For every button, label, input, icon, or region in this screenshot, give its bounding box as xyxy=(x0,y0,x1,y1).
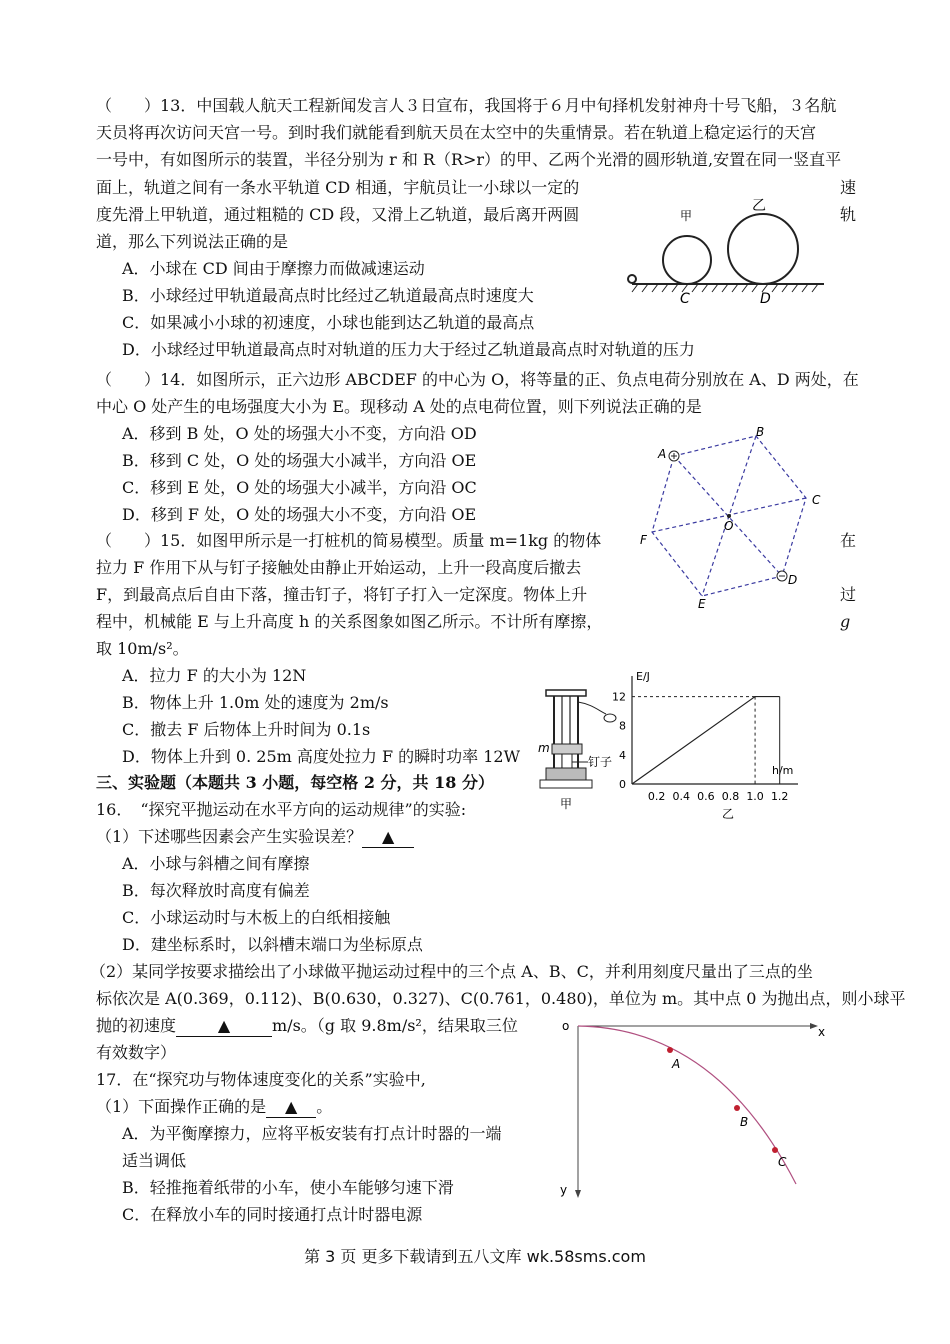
q13-line-4: 面上，轨道之间有一条水平轨道 CD 相通，宇航员让一小球以一定的 xyxy=(96,178,580,197)
q14-option-c: C．移到 E 处，O 处的场强大小减半，方向沿 OC xyxy=(122,478,477,497)
x-tick-label-2: 0.6 xyxy=(697,790,715,803)
pile-mass-label: m xyxy=(538,741,550,755)
q15-line-4: 程中，机械能 E 与上升高度 h 的关系图象如图乙所示。不计所有摩擦， xyxy=(96,612,603,631)
pile-caption: 甲 xyxy=(560,797,573,811)
q16-option-c: C．小球运动时与木板上的白纸相接触 xyxy=(122,908,391,927)
x-tick-label-1: 0.4 xyxy=(672,790,690,803)
q16-part-2-post: m/s。（g 取 9.8m/s²，结果取三位 xyxy=(272,1016,518,1035)
y-tick-label-1: 4 xyxy=(619,748,626,762)
y-tick-label-2: 8 xyxy=(619,719,626,733)
q17-option-a-line-2: 适当调低 xyxy=(122,1151,187,1170)
q17-option-b: B．轻推拖着纸带的小车，使小车能够匀速下滑 xyxy=(122,1178,454,1197)
q17-part-1-end: 。 xyxy=(316,1097,333,1116)
traj-x-label: x xyxy=(818,1025,826,1039)
traj-c-label: C xyxy=(778,1155,787,1169)
q13-line-5-end: 轨 xyxy=(840,205,857,224)
q16-answer-blank-1[interactable]: ▲ xyxy=(362,827,414,848)
x-tick-label-0: 0.2 xyxy=(647,790,666,803)
q13-line-6: 道，那么下列说法正确的是 xyxy=(96,232,289,251)
q16-answer-blank-2[interactable]: ▲ xyxy=(176,1016,272,1037)
q16-option-d: D．建坐标系时，以斜槽末端口为坐标原点 xyxy=(122,935,423,954)
traj-y-label: y xyxy=(560,1183,568,1197)
q17-option-c: C．在释放小车的同时接通打点计时器电源 xyxy=(122,1205,423,1224)
q16-part-1-text: （1）下述哪些因素会产生实验误差？ xyxy=(96,827,363,846)
q13-line-1: （ ）13．中国载人航天工程新闻发言人３日宣布，我国将于６月中旬择机发射神舟十号飞船，３名航 xyxy=(96,96,837,115)
q15-line-3: F，到最高点后自由下落，撞击钉子，将钉子打入一定深度。物体上升 xyxy=(96,585,588,604)
hex-c-label: C xyxy=(812,493,821,507)
q15-line-5: 取 10m/s²。 xyxy=(96,639,189,658)
q14-line-2: 中心 O 处产生的电场强度大小为 E。现移动 A 处的点电荷位置，则下列说法正确的是 xyxy=(96,397,702,416)
x-tick-label-5: 1.2 xyxy=(770,790,789,803)
q16-part-2-pre: 抛的初速度 xyxy=(96,1016,177,1035)
q17-option-a-line-1: A．为平衡摩擦力，应将平板安装有打点计时器的一端 xyxy=(122,1124,502,1143)
q15-option-d: D．物体上升到 0. 25m 高度处拉力 F 的瞬时功率 12W xyxy=(122,747,521,766)
chart-caption: 乙 xyxy=(721,807,735,821)
q16-option-b: B．每次释放时高度有偏差 xyxy=(122,881,310,900)
x-tick-label-3: 0.8 xyxy=(721,790,740,803)
q16-option-a: A．小球与斜槽之间有摩擦 xyxy=(122,854,310,873)
hex-e-label: E xyxy=(698,597,706,611)
q14-line-1: （ ）14．如图所示，正六边形 ABCDEF 的中心为 O，将等量的正、负点电荷分别放在 A、D 两处，在 xyxy=(96,370,859,389)
q13-line-4-end: 速 xyxy=(840,178,857,197)
section-3-title: 三、实验题（本题共 3 小题，每空格 2 分，共 18 分） xyxy=(96,773,494,792)
q16-title: 16． “探究平抛运动在水平方向的运动规律”的实验: xyxy=(96,800,467,819)
q17-title: 17．在“探究功与物体速度变化的关系”实验中, xyxy=(96,1070,426,1089)
q16-part-2-line-3 xyxy=(96,1016,518,1037)
hex-d-label: D xyxy=(788,573,798,587)
q15-line-3-end: 过 xyxy=(840,585,857,604)
traj-b-label: B xyxy=(740,1115,749,1129)
hex-o-label: O xyxy=(724,519,734,533)
track-jia-label: 甲 xyxy=(680,209,693,223)
q15-line-4-end: g xyxy=(840,612,851,631)
q13-line-3: 一号中，有如图所示的装置，半径分别为 r 和 R（R>r）的甲、乙两个光滑的圆形轨道,安置在同一竖直平 xyxy=(96,150,842,169)
x-axis-label: h/m xyxy=(772,764,794,777)
q15-line-2: 拉力 F 作用下从与钉子接触处由静止开始运动，上升一段高度后撤去 xyxy=(96,558,582,577)
y-tick-label-0: 0 xyxy=(619,778,626,791)
y-tick-label-3: 12 xyxy=(612,690,626,704)
x-tick-label-4: 1.0 xyxy=(746,790,764,803)
pile-nail-label: 钉子 xyxy=(588,755,613,769)
q16-part-1 xyxy=(96,827,414,848)
q14-option-b: B．移到 C 处，O 处的场强大小减半，方向沿 OE xyxy=(122,451,477,470)
q13-line-2: 天员将再次访问天宫一号。到时我们就能看到航天员在太空中的失重情景。若在轨道上稳定运行的天宫 xyxy=(96,123,817,142)
q14-option-a: A．移到 B 处，O 处的场强大小不变，方向沿 OD xyxy=(122,424,477,443)
q13-track-figure xyxy=(624,196,830,306)
hex-b-label: B xyxy=(756,425,765,439)
q17-answer-blank[interactable]: ▲ xyxy=(266,1097,316,1118)
hex-f-label: F xyxy=(640,533,647,547)
traj-a-label: A xyxy=(672,1057,681,1071)
y-axis-label: E/J xyxy=(636,670,650,683)
q14-hexagon-figure xyxy=(640,424,840,610)
q15-option-a: A．拉力 F 的大小为 12N xyxy=(122,666,307,685)
q13-option-a: A．小球在 CD 间由于摩擦力而做减速运动 xyxy=(122,259,425,278)
q15-option-b: B．物体上升 1.0m 处的速度为 2m/s xyxy=(122,693,389,712)
energy-line xyxy=(632,697,780,784)
track-yi-label: 乙 xyxy=(752,198,766,214)
traj-origin-label: o xyxy=(562,1019,570,1033)
q16-trajectory-figure xyxy=(556,1014,836,1204)
q13-option-d: D．小球经过甲轨道最高点时对轨道的压力大于经过乙轨道最高点时对轨道的压力 xyxy=(122,340,695,359)
q15-option-c: C．撤去 F 后物体上升时间为 0.1s xyxy=(122,720,371,739)
q16-part-2-line-1: （2）某同学按要求描绘出了小球做平抛运动过程中的三个点 A、B、C，并利用刻度尺量出了三点的坐 xyxy=(90,962,813,981)
q15-line-1: （ ）15．如图甲所示是一打桩机的简易模型。质量 m=1kg 的物体 xyxy=(96,531,602,550)
q15-energy-chart xyxy=(612,670,808,821)
q17-part-1 xyxy=(96,1097,332,1118)
point-d-label: D xyxy=(760,291,771,307)
q16-part-2-line-4: 有效数字） xyxy=(96,1043,177,1062)
q15-line-1-end: 在 xyxy=(840,531,857,550)
hex-a-label: A xyxy=(658,447,667,461)
q14-option-d: D．移到 F 处，O 处的场强大小不变，方向沿 OE xyxy=(122,505,477,524)
point-c-label: C xyxy=(680,291,690,307)
q13-option-c: C．如果减小小球的初速度，小球也能到达乙轨道的最高点 xyxy=(122,313,535,332)
q17-part-1-text: （1）下面操作正确的是 xyxy=(96,1097,267,1116)
q13-option-b: B．小球经过甲轨道最高点时比经过乙轨道最高点时速度大 xyxy=(122,286,534,305)
page-footer: 第 3 页 更多下载请到五八文库 wk.58sms.com xyxy=(304,1247,646,1266)
q16-part-2-line-2: 标依次是 A(0.369，0.112)、B(0.630，0.327)、C(0.761，0.480)，单位为 m。其中点 0 为抛出点，则小球平 xyxy=(96,989,906,1008)
q13-line-5: 度先滑上甲轨道，通过粗糙的 CD 段，又滑上乙轨道，最后离开两圆 xyxy=(96,205,580,224)
